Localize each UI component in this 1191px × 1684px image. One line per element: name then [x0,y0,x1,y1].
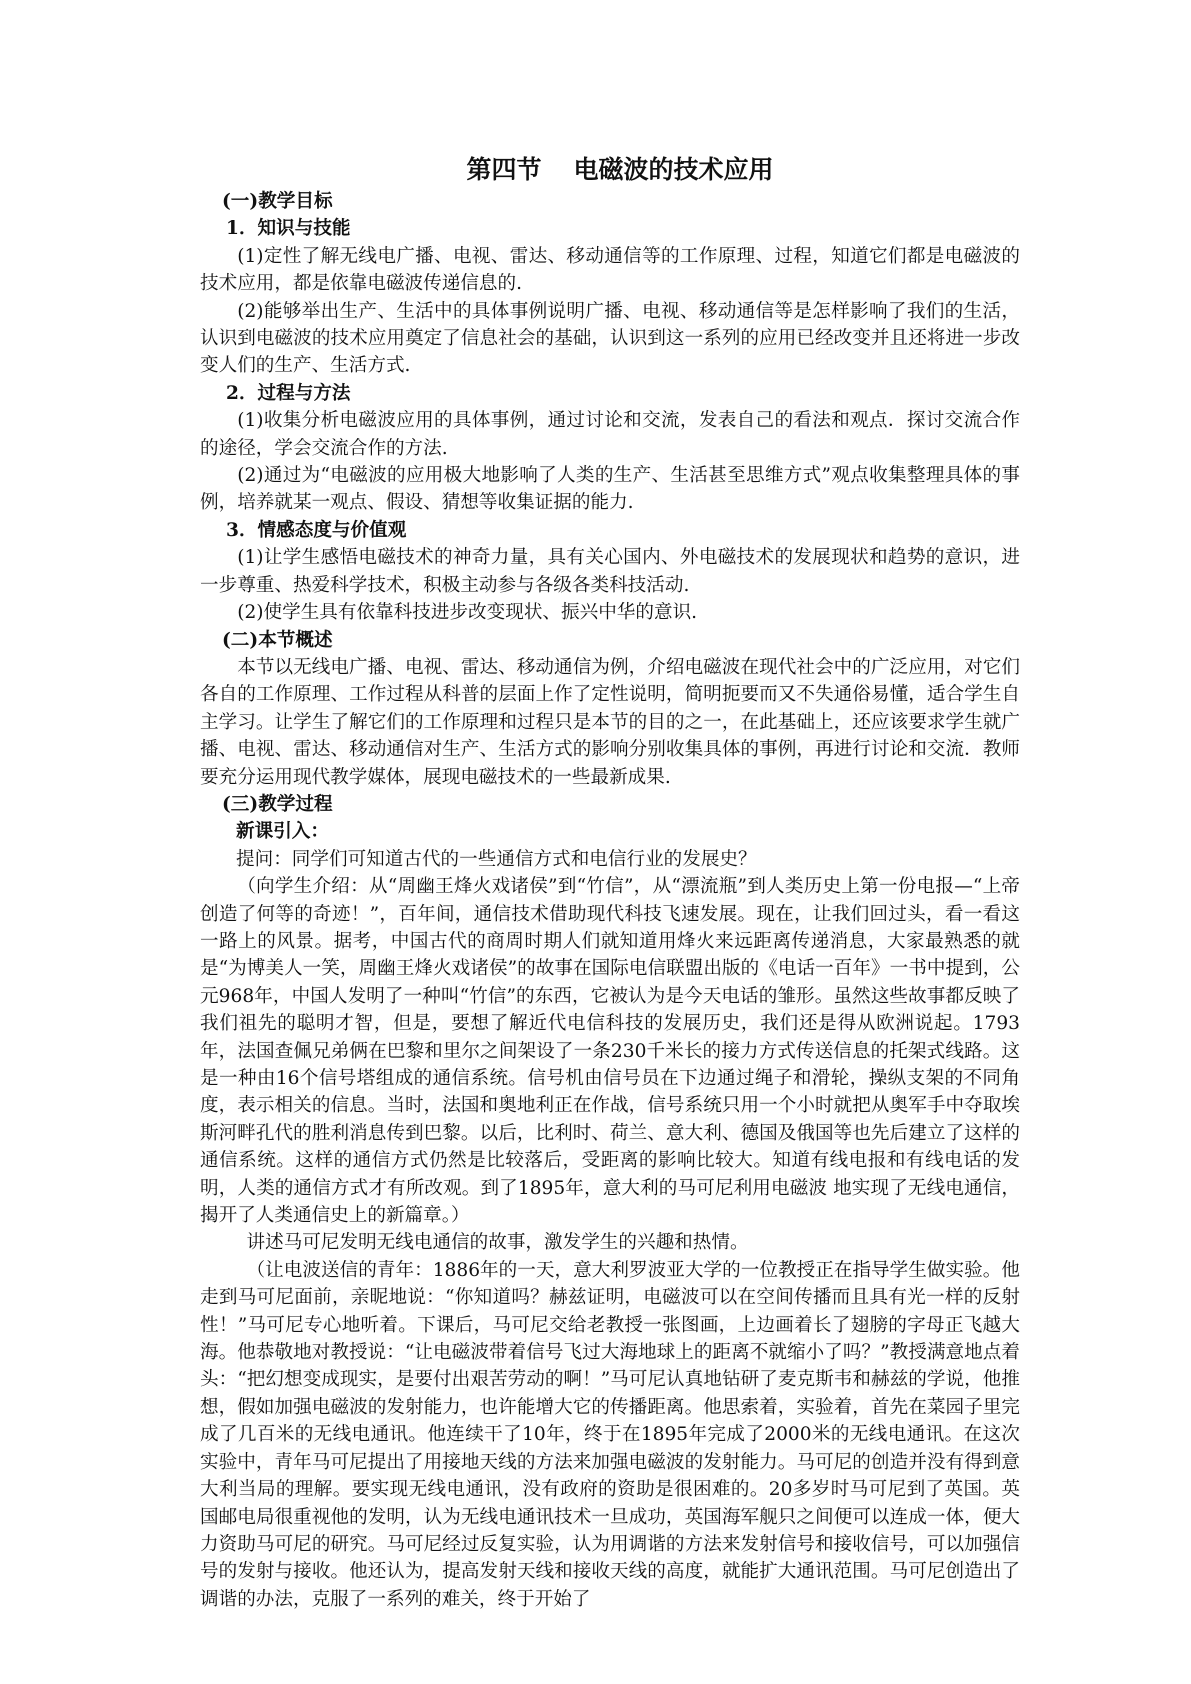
paragraph-question: 提问：同学们可知道古代的一些通信方式和电信行业的发展史？ [236,848,757,870]
title-section-number: 第四节 [466,155,542,184]
paragraph-goal-2-2: (2)通过为“电磁波的应用极大地影响了人类的生产、生活甚至思维方式”观点收集整理具体的事例，培养就某一观点、假设、猜想等收集证据的能力. [200,465,1020,514]
title-section-name: 电磁波的技术应用 [573,155,774,184]
paragraph-marconi-story-intro: 讲述马可尼发明无线电通信的故事，激发学生的兴趣和热情。 [246,1232,749,1254]
paragraph-goal-2-1: (1)收集分析电磁波应用的具体事例，通过讨论和交流，发表自己的看法和观点．探讨交流合作的途径，学会交流合作的方法. [200,410,1020,459]
subheading-lesson-intro: 新课引入： [236,821,329,843]
subheading-attitude-values: 3．情感态度与价值观 [226,519,407,541]
heading-section-overview: (二)本节概述 [222,629,333,651]
paragraph-marconi-story: （让电波送信的青年：1886年的一天，意大利罗波亚大学的一位教授正在指导学生做实验。他走到马可尼面前，亲昵地说：“你知道吗？赫兹证明，电磁波可以在空间传播而且具有光一样的反射性！”马可尼专心地听着。下课后，马可尼交给老教授一张图画，上边画着长了翅膀的字母正飞越大海。他恭敬地对教授说：“让电磁波带着信号飞过大海地球上的距离不就缩小了吗？”教授满意地点着头：“把幻想变成现实，是要付出艰苦劳动的啊！”马可尼认真地钻研了麦克斯韦和赫兹的学说，他推想，假如加强电磁波的发射能力，也许能增大它的传播距离。他思索着，实验着，首先在菜园子里完成了几百米的无线电通讯。他连续干了10年，终于在1895年完成了2000米的无线电通讯。在这次实验中，青年马可尼提出了用接地天线的方法来加强电磁波的发射能力。马可尼的创造并没有得到意大利当局的理解。要实现无线电通讯，没有政府的资助是很困难的。20多岁时马可尼到了英国。英国邮电局很重视他的发明，认为无线电通讯技术一旦成功，英国海军舰只之间便可以连成一体，便大力资助马可尼的研究。马可尼经过反复实验，认为用调谐的方法来发射信号和接收信号，可以加强信号的发射与接收。他还认为，提高发射天线和接收天线的高度，就能扩大通讯范围。马可尼创造出了调谐的办法，克服了一系列的难关，终于开始了 [200,1259,1020,1610]
subheading-process-methods: 2．过程与方法 [226,382,351,404]
heading-teaching-process: (三)教学过程 [222,793,333,815]
paragraph-history-intro: （向学生介绍：从“周幽王烽火戏诸侯”到“竹信”，从“漂流瓶”到人类历史上第一份电报—“上帝创造了何等的奇迹！”，百年间，通信技术借助现代科技飞速发展。现在，让我们回过头，看一看这一路上的风景。据考，中国古代的商周时期人们就知道用烽火来远距离传递消息，大家最熟悉的就是“为博美人一笑，周幽王烽火戏诸侯”的故事在国际电信联盟出版的《电话一百年》一书中提到，公元968年，中国人发明了一种叫“竹信”的东西，它被认为是今天电话的雏形。虽然这些故事都反映了我们祖先的聪明才智，但是，要想了解近代电信科技的发展历史，我们还是得从欧洲说起。1793年，法国查佩兄弟俩在巴黎和里尔之间架设了一条230千米长的接力方式传送信息的托架式线路。这是一种由16个信号塔组成的通信系统。信号机由信号员在下边通过绳子和滑轮，操纵支架的不同角度，表示相关的信息。当时，法国和奥地利正在作战，信号系统只用一个小时就把从奥军手中夺取埃斯河畔孔代的胜利消息传到巴黎。以后，比利时、荷兰、意大利、德国及俄国等也先后建立了这样的通信系统。这样的通信方式仍然是比较落后，受距离的影响比较大。知道有线电报和有线电话的发明，人类的通信方式才有所改观。到了1895年，意大利的马可尼利用电磁波 地实现了无线电通信，揭开了人类通信史上的新篇章。） [200,876,1020,1227]
paragraph-overview: 本节以无线电广播、电视、雷达、移动通信为例，介绍电磁波在现代社会中的广泛应用，对它们各自的工作原理、工作过程从科普的层面上作了定性说明，简明扼要而又不失通俗易懂，适合学生自主学习。让学生了解它们的工作原理和过程只是本节的目的之一，在此基础上，还应该要求学生就广播、电视、雷达、移动通信对生产、生活方式的影响分别收集具体的事例，再进行讨论和交流．教师要充分运用现代教学媒体，展现电磁技术的一些最新成果. [200,656,1020,788]
paragraph-goal-3-2: (2)使学生具有依靠科技进步改变现状、振兴中华的意识. [237,602,698,624]
paragraph-goal-1-2: (2)能够举出生产、生活中的具体事例说明广播、电视、移动通信等是怎样影响了我们的生活，认识到电磁波的技术应用奠定了信息社会的基础，认识到这一系列的应用已经改变并且还将进一步改变人们的生产、生活方式. [200,300,1020,377]
heading-teaching-goals: (一)教学目标 [222,191,333,212]
document-body [200,152,1020,1613]
subheading-knowledge-skills: 1．知识与技能 [226,218,351,240]
paragraph-goal-3-1: (1)让学生感悟电磁技术的神奇力量，具有关心国内、外电磁技术的发展现状和趋势的意识，进一步尊重、热爱科学技术，积极主动参与各级各类科技活动. [200,547,1020,596]
paragraph-goal-1-1: (1)定性了解无线电广播、电视、雷达、移动通信等的工作原理、过程，知道它们都是电磁波的技术应用，都是依靠电磁波传递信息的. [200,245,1020,295]
page-title [200,152,1020,188]
